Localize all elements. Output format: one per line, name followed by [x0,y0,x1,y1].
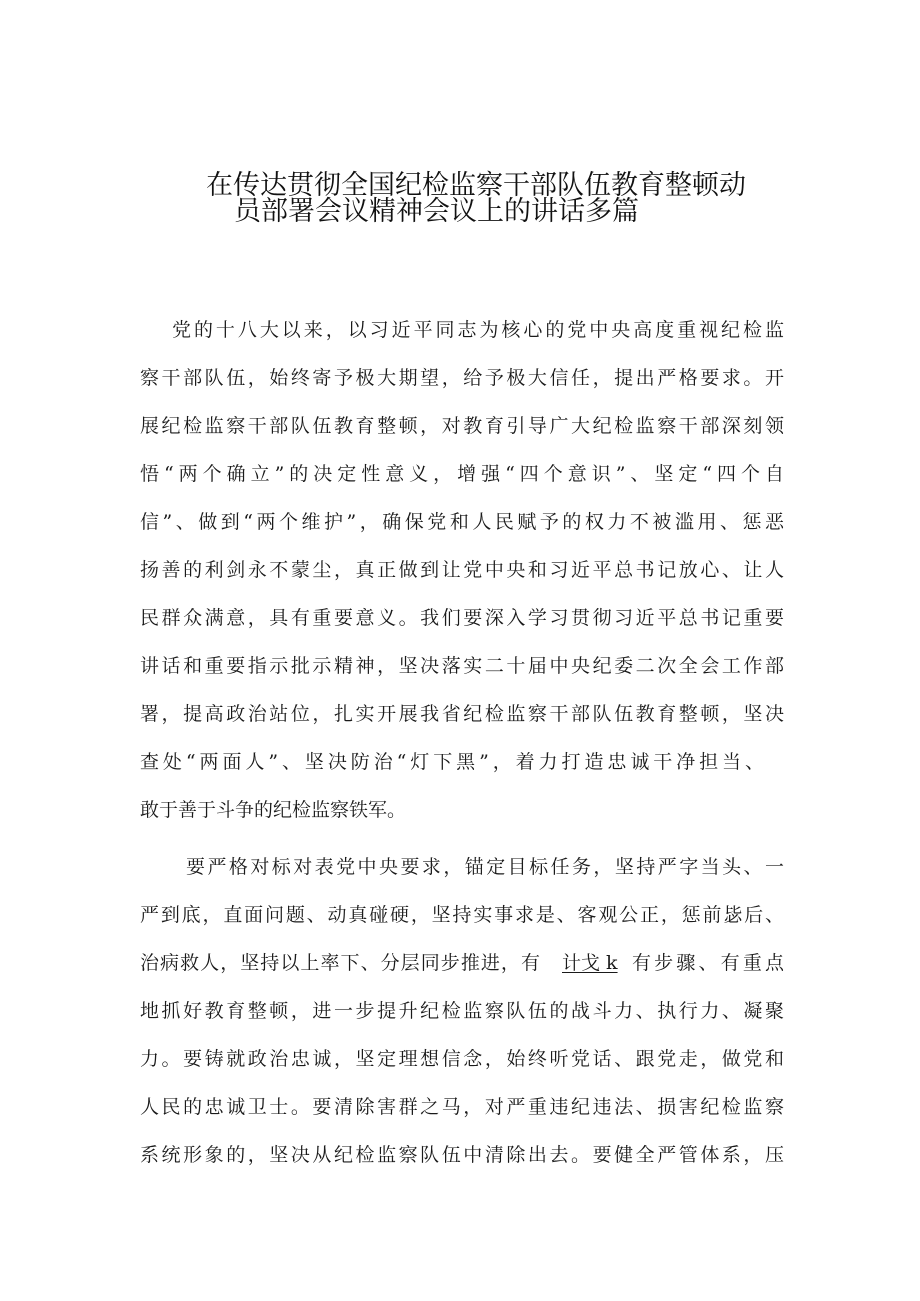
underlined-typo-text: 计戈 k [562,952,618,974]
title-line-2: 员部署会议精神会议上的讲话多篇 [234,196,639,227]
paragraph-1-line-8: 讲话和重要指示批示精神，坚决落实二十届中央纪委二次全会工作部 [140,655,784,677]
paragraph-1-line-3: 展纪检监察干部队伍教育整顿，对教育引导广大纪检监察干部深刻领 [140,415,784,437]
paragraph-1-line-1: 党的十八大以来，以习近平同志为核心的党中央高度重视纪检监 [172,319,784,341]
paragraph-1-line-10: 查处“两面人”、坚决防治“灯下黑”，着力打造忠诚干净担当、 [140,751,764,773]
paragraph-1-line-7: 民群众满意，具有重要意义。我们要深入学习贯彻习近平总书记重要 [140,607,784,629]
paragraph-2-line-3-head: 治病救人，坚持以上率下、分层同步推进，有 [140,952,540,974]
paragraph-2-line-7: 系统形象的，坚决从纪检监察队伍中清除出去。要健全严管体系，压 [140,1144,784,1166]
paragraph-1-line-6: 扬善的利剑永不蒙尘，真正做到让党中央和习近平总书记放心、让人 [140,559,784,581]
paragraph-1-line-11: 敢于善于斗争的纪检监察铁军。 [140,799,407,821]
paragraph-1-line-4: 悟“两个确立”的决定性意义，增强“四个意识”、坚定“四个自 [140,463,784,485]
paragraph-2-line-1: 要严格对标对表党中央要求，锚定目标任务，坚持严字当头、一 [186,856,784,878]
paragraph-1-line-2: 察干部队伍，始终寄予极大期望，给予极大信任，提出严格要求。开 [140,367,784,389]
paragraph-2-line-4: 地抓好教育整顿，进一步提升纪检监察队伍的战斗力、执行力、凝聚 [140,1000,784,1022]
paragraph-1-line-9: 署，提高政治站位，扎实开展我省纪检监察干部队伍教育整顿，坚决 [140,703,784,725]
paragraph-2-line-5: 力。要铸就政治忠诚，坚定理想信念，始终听党话、跟党走，做党和 [140,1048,784,1070]
paragraph-1-line-5: 信”、做到“两个维护”，确保党和人民赋予的权力不被滥用、惩恶 [140,511,784,533]
title-line-1: 在传达贯彻全国纪检监察干部队伍教育整顿动 [206,170,746,201]
paragraph-2-line-6: 人民的忠诚卫士。要清除害群之马，对严重违纪违法、损害纪检监察 [140,1096,784,1118]
paragraph-2-line-3-tail: 有步骤、有重点 [632,952,784,974]
paragraph-2-line-2: 严到底，直面问题、动真碰硬，坚持实事求是、客观公正，惩前毖后、 [140,904,784,926]
